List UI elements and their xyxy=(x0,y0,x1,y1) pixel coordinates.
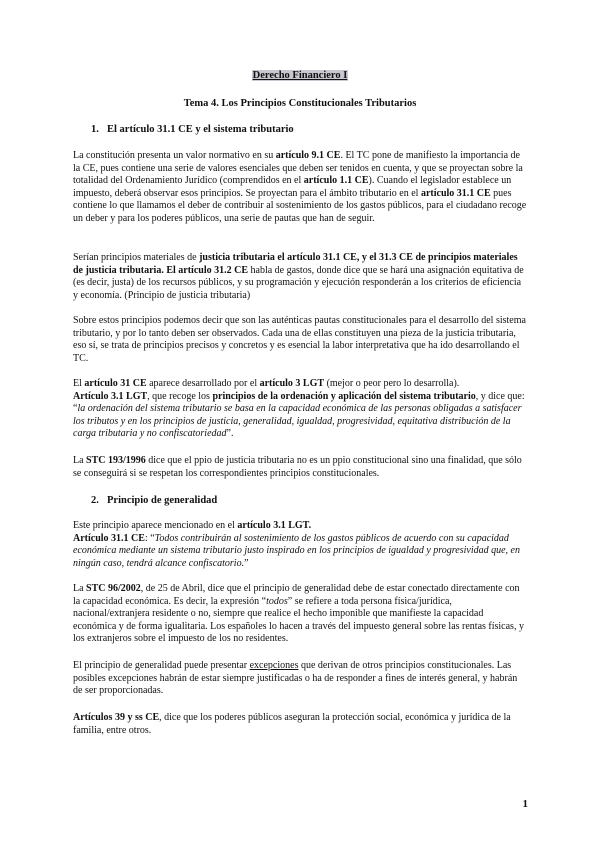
text-run: STC 96/2002 xyxy=(86,583,141,594)
text-run: . El TC pone de manifiesto la importancia de la CE, pues contiene una serie de valores esenciales que deben ser tenidos en cuenta, y que se proyectan sobre la totalidad del Ordenamiento Jurídico (comprendidos en el xyxy=(73,150,523,187)
text-run: Serían principios materiales de xyxy=(73,252,200,263)
text-run: : “ xyxy=(144,532,155,544)
text-run: todos xyxy=(266,595,288,607)
paragraph-constitution xyxy=(73,150,528,226)
text-run: La xyxy=(73,583,87,594)
paragraph-article-31 xyxy=(73,378,528,441)
text-run: , de 25 de Abril, dice que el principio de generalidad debe de estar conectado directamente con la capacidad económica. Es decir, la expresión “ xyxy=(73,583,520,607)
text-run: ” se refiere a toda persona física/jurídica, nacional/extranjera residente o no, siempre que realice el hecho imponible que manifieste la capacidad económica y de forma igualitaria. Los españoles lo hacen a través del impuesto general sobre las rentas físicas, y los extranjeros sobre el impuesto de los no residentes. xyxy=(73,595,524,645)
section-heading-1: 1. El artículo 31.1 CE y el sistema tributario xyxy=(91,124,294,135)
text-run: El principio de generalidad puede presentar xyxy=(73,660,250,671)
paragraph-stc-96-2002 xyxy=(73,583,528,646)
text-run: ). Cuando el legislador establece un impuesto, deberá observar esos principios. Se proyectan para el ámbito tributario en el xyxy=(73,175,512,199)
text-run: excepciones xyxy=(249,660,299,671)
text-run: Artículo 3.1 LGT xyxy=(73,390,148,402)
text-run: artículo 3.1 LGT. xyxy=(237,520,312,531)
text-run: justicia tributaria el artículo 31.1 CE, y el 31.3 CE de principios materiales de justicia tributaria. El artículo 31.2 CE xyxy=(73,252,518,276)
page-number: 1 xyxy=(522,798,528,810)
text-run: Artículo 31.1 CE xyxy=(73,532,145,544)
paragraph-exceptions xyxy=(73,660,528,698)
text-run: habla de gastos, donde dice que se hará una asignación equitativa de (es decir, justa) de los recursos públicos, y su programación y ejecución responderán a los criterios de eficiencia y economía. (Principio de justicia tributaria) xyxy=(73,264,524,301)
text-run: Artículos 39 y ss CE xyxy=(73,712,160,723)
text-run: artículo 31.1 CE xyxy=(420,187,491,199)
text-run: artículo 31 CE xyxy=(84,378,147,389)
text-run: , que recoge los xyxy=(147,390,213,402)
text-run: artículo 3 LGT xyxy=(259,378,325,389)
text-run: que derivan de otros principios constitucionales. Las posibles excepciones habrán de estar siempre justificadas o ha de responder a fines de interés general, y habrán de ser proporcionadas. xyxy=(73,660,518,697)
paragraph-constitutional-guidelines xyxy=(73,315,528,365)
text-run: La constitución presenta un valor normativo en su xyxy=(73,150,276,161)
text-run: ” xyxy=(244,557,249,569)
text-run: dice que el ppio de justicia tributaria no es un ppio constitucional sino una finalidad, que sólo se conseguirá si se respetan los correspondientes principios constitucionales. xyxy=(73,455,522,479)
document-title: Derecho Financiero I xyxy=(252,70,348,81)
paragraph-stc-193-1996 xyxy=(73,455,528,480)
text-run: principios de la ordenación y aplicación del sistema tributario xyxy=(212,390,476,402)
paragraph-articles-39 xyxy=(73,712,528,737)
text-run: ”. xyxy=(226,428,234,440)
text-run: , dice que los poderes públicos aseguran la protección social, económica y jurídica de la familia, entre otros. xyxy=(73,712,511,736)
text-run: Sobre estos principios podemos decir que son las auténticas pautas constitucionales para el desarrollo del sistema tributario, y por lo tanto deben ser observados. Cada una de ellas constituyen una pieza de la justicia tributaria, eso sí, se trata de principios precisos y concretos y es esencial la labor interpretativa que ha ido desarrollando el TC. xyxy=(73,315,526,364)
text-run: La xyxy=(73,455,87,466)
text-run: artículo 1.1 CE xyxy=(303,175,369,187)
paragraph-generality-mention xyxy=(73,520,528,570)
text-run: pues contiene lo que llamamos el deber de contribuir al sostenimiento de los gastos públicos, para el ciudadano recoge un deber y para los poderes públicos, una serie de pautas que han de seguir. xyxy=(73,187,527,224)
section-heading-2: 2. Principio de generalidad xyxy=(91,495,218,506)
text-run: Este principio aparece mencionado en el xyxy=(73,520,238,531)
text-run: artículo 9.1 CE xyxy=(275,150,341,161)
text-run: aparece desarrollado por el xyxy=(146,378,260,389)
text-run: STC 193/1996 xyxy=(86,455,146,466)
text-run: , y dice que: “ xyxy=(73,390,525,415)
text-run: (mejor o peor pero lo desarrolla). xyxy=(324,378,460,389)
text-run: la ordenación del sistema tributario se basa en la capacidad económica de las personas obligadas a satisfacer los tributos y en los principios de justicia, generalidad, igualdad, progresividad, equitativa distribución de la carga tributaria y no confiscatoriedad xyxy=(73,403,522,440)
text-run: Todos contribuirán al sostenimiento de los gastos públicos de acuerdo con su capacidad económica mediante un sistema tributario justo inspirado en los principios de igualdad y progresividad que, en ningún caso, tendrá alcance confiscatorio. xyxy=(73,532,520,569)
topic-title: Tema 4. Los Principios Constitucionales Tributarios xyxy=(183,98,417,109)
text-run: El xyxy=(73,378,85,389)
paragraph-material-principles xyxy=(73,252,528,302)
